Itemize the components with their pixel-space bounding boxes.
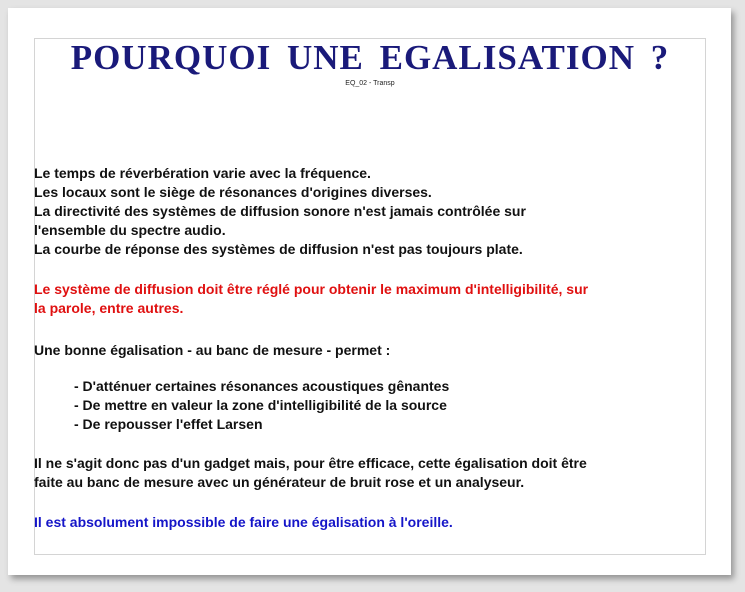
intro-line: l'ensemble du spectre audio. — [34, 222, 226, 238]
intro-line: La directivité des systèmes de diffusion sonore n'est jamais contrôlée sur — [34, 203, 526, 219]
lead-in-text — [34, 341, 714, 360]
slide-title: POURQUOI UNE EGALISATION ? — [70, 38, 670, 77]
lead-in-line: Une bonne égalisation - au banc de mesure - permet : — [34, 342, 391, 358]
list-item: - De repousser l'effet Larsen — [74, 416, 263, 432]
conclusion-line: faite au banc de mesure avec un générateur de bruit rose et un analyseur. — [34, 474, 525, 490]
intro-line: Les locaux sont le siège de résonances d'origines diverses. — [34, 184, 432, 200]
intro-line: Le temps de réverbération varie avec la fréquence. — [34, 165, 371, 181]
list-item: - D'atténuer certaines résonances acoustiques gênantes — [74, 378, 450, 394]
intro-paragraph — [34, 164, 714, 259]
conclusion-paragraph — [34, 454, 714, 492]
conclusion-line: Il ne s'agit donc pas d'un gadget mais, pour être efficace, cette égalisation doit être — [34, 455, 587, 471]
final-note-line: Il est absolument impossible de faire une égalisation à l'oreille. — [34, 514, 453, 530]
benefits-list — [74, 377, 449, 434]
list-item: - De mettre en valeur la zone d'intelligibilité de la source — [74, 397, 447, 413]
intro-line: La courbe de réponse des systèmes de diffusion n'est pas toujours plate. — [34, 241, 523, 257]
slide-reference: EQ_02 - Transp — [345, 80, 395, 87]
warning-line: la parole, entre autres. — [34, 300, 184, 316]
final-note — [34, 513, 714, 532]
warning-paragraph — [34, 280, 714, 318]
slide-page — [8, 8, 731, 575]
warning-line: Le système de diffusion doit être réglé pour obtenir le maximum d'intelligibilité, sur — [34, 281, 589, 297]
